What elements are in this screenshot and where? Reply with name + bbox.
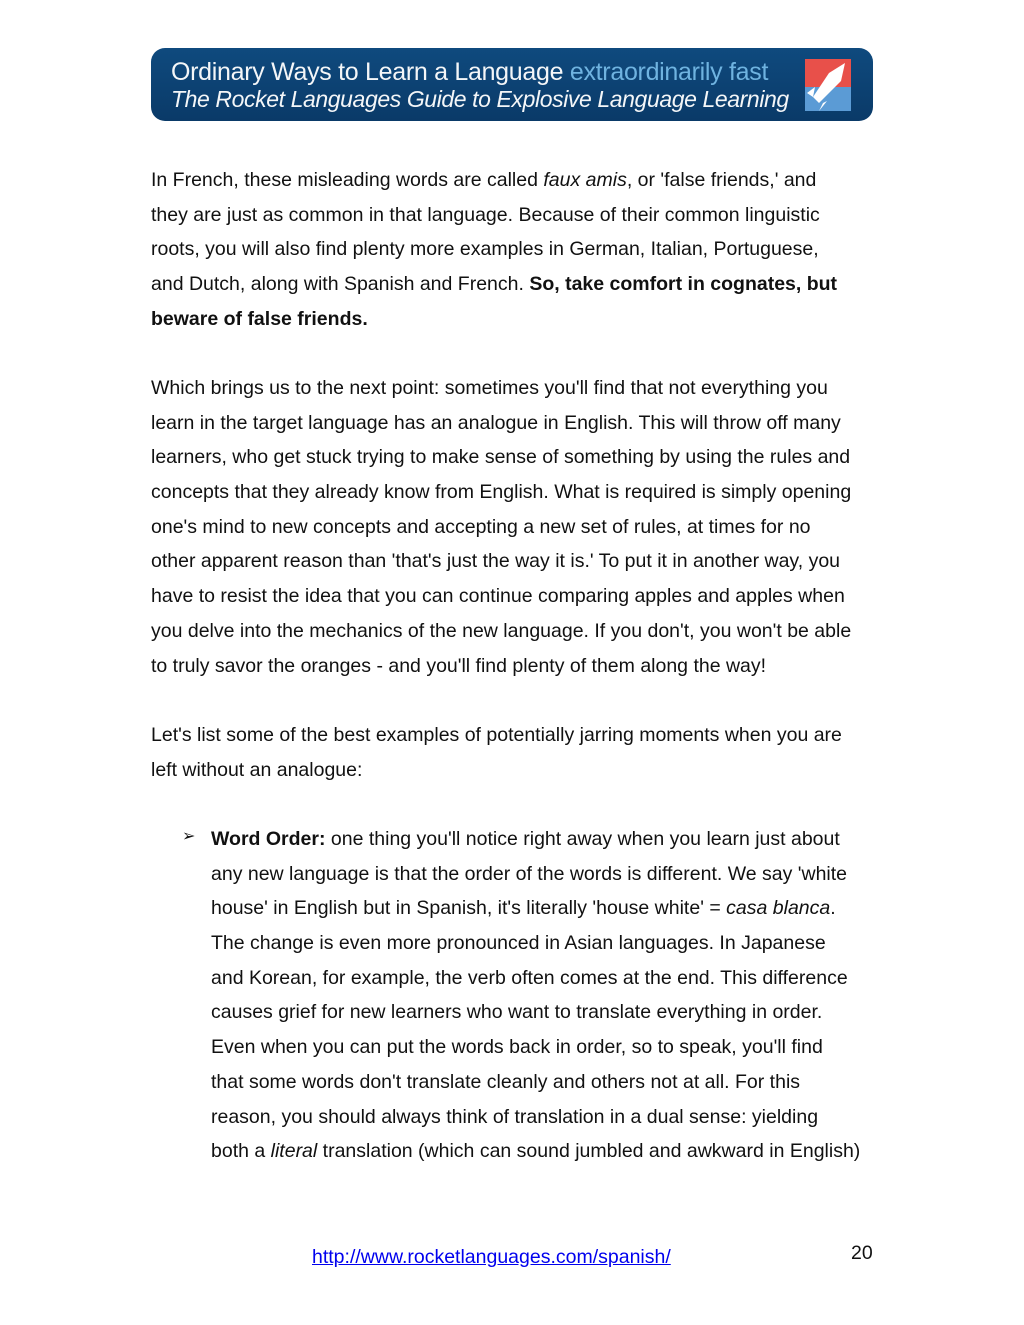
text-line — [211, 891, 860, 926]
italic-text: faux amis — [543, 169, 627, 191]
text-span: one's mind to new concepts and accepting a new set of rules, at times for no — [151, 515, 811, 538]
text-line — [151, 232, 837, 267]
text-span: other apparent reason than 'that's just the way it is.' To put it in another way, you — [151, 550, 841, 573]
header-banner — [151, 48, 873, 121]
paragraph-false-friends — [151, 163, 837, 336]
text-line — [151, 510, 851, 545]
paragraph-examples-intro — [151, 718, 842, 787]
text-line — [151, 302, 837, 337]
text-line — [211, 822, 860, 857]
text-span: , or 'false friends,' and — [626, 169, 817, 191]
text-line — [211, 1100, 860, 1135]
text-line — [151, 440, 851, 475]
text-span: Let's list some of the best examples of potentially jarring moments when you are — [151, 724, 842, 746]
text-span: reason, you should always think of translation in a dual sense: yielding — [211, 1105, 819, 1128]
text-span: Which brings us to the next point: sometimes you'll find that not everything you — [151, 377, 828, 399]
text-span: have to resist the idea that you can continue comparing apples and apples when — [151, 585, 845, 608]
text-line — [151, 614, 851, 649]
text-span: . — [830, 897, 836, 920]
text-line — [211, 1134, 860, 1169]
text-line — [211, 1065, 860, 1100]
bold-text: So, take comfort in cognates, but — [529, 273, 838, 296]
text-span: translation (which can sound jumbled and awkward in English) — [317, 1140, 861, 1163]
text-line — [151, 267, 837, 302]
text-line — [211, 857, 860, 892]
text-line — [211, 961, 860, 996]
banner-title — [171, 58, 768, 87]
text-span: they are just as common in that language. Because of their common linguistic — [151, 203, 820, 226]
text-line — [151, 544, 851, 579]
text-span: left without an analogue: — [151, 758, 363, 781]
page-number: 20 — [851, 1242, 873, 1264]
text-line — [151, 163, 837, 198]
text-span: learners, who get stuck trying to make sense of something by using the rules and — [151, 446, 851, 469]
text-span: and Dutch, along with Spanish and French. — [151, 273, 530, 296]
arrow-bullet-icon: ➢ — [182, 828, 196, 845]
text-line — [151, 753, 842, 788]
list-item-word-order — [211, 822, 860, 1169]
text-line — [151, 579, 851, 614]
text-span: to truly savor the oranges - and you'll find plenty of them along the way! — [151, 654, 767, 677]
text-span: and Korean, for example, the verb often comes at the end. This difference — [211, 966, 848, 989]
text-span: Even when you can put the words back in order, so to speak, you'll find — [211, 1036, 823, 1059]
text-span: any new language is that the order of the words is different. We say 'white — [211, 862, 848, 885]
text-line — [151, 198, 837, 233]
text-span: house' in English but in Spanish, it's literally 'house white' = — [211, 897, 727, 920]
text-line — [151, 718, 842, 753]
text-span: concepts that they already know from English. What is required is simply opening — [151, 481, 852, 504]
text-span: both a — [211, 1140, 271, 1163]
italic-text: casa blanca — [726, 897, 831, 920]
text-span: The change is even more pronounced in Asian languages. In Japanese — [211, 932, 826, 955]
banner-title-main: Ordinary Ways to Learn a Language — [171, 58, 564, 86]
text-line — [211, 1030, 860, 1065]
text-span: one thing you'll notice right away when you learn just about — [325, 828, 840, 850]
text-span: roots, you will also find plenty more examples in German, Italian, Portuguese, — [151, 238, 819, 261]
text-span: you delve into the mechanics of the new language. If you don't, you won't be able — [151, 619, 852, 642]
footer-url-link[interactable]: http://www.rocketlanguages.com/spanish/ — [312, 1246, 671, 1268]
paragraph-analogue — [151, 371, 851, 683]
text-line — [151, 475, 851, 510]
text-line — [211, 926, 860, 961]
text-span: that some words don't translate cleanly and others not at all. For this — [211, 1070, 801, 1093]
bold-text: Word Order: — [211, 828, 326, 850]
banner-title-highlight: extraordinarily fast — [569, 58, 769, 86]
text-line — [211, 995, 860, 1030]
text-line — [151, 406, 851, 441]
banner-subtitle: The Rocket Languages Guide to Explosive Language Learning — [171, 86, 789, 112]
text-span: learn in the target language has an analogue in English. This will throw off many — [151, 411, 841, 434]
bold-text: beware of false friends. — [151, 307, 368, 330]
text-span: causes grief for new learners who want to translate everything in order. — [211, 1001, 823, 1024]
rocket-logo-icon — [801, 57, 853, 113]
text-line — [151, 371, 851, 406]
text-line — [151, 649, 851, 684]
text-span: In French, these misleading words are called — [151, 169, 544, 191]
italic-text: literal — [270, 1140, 318, 1163]
